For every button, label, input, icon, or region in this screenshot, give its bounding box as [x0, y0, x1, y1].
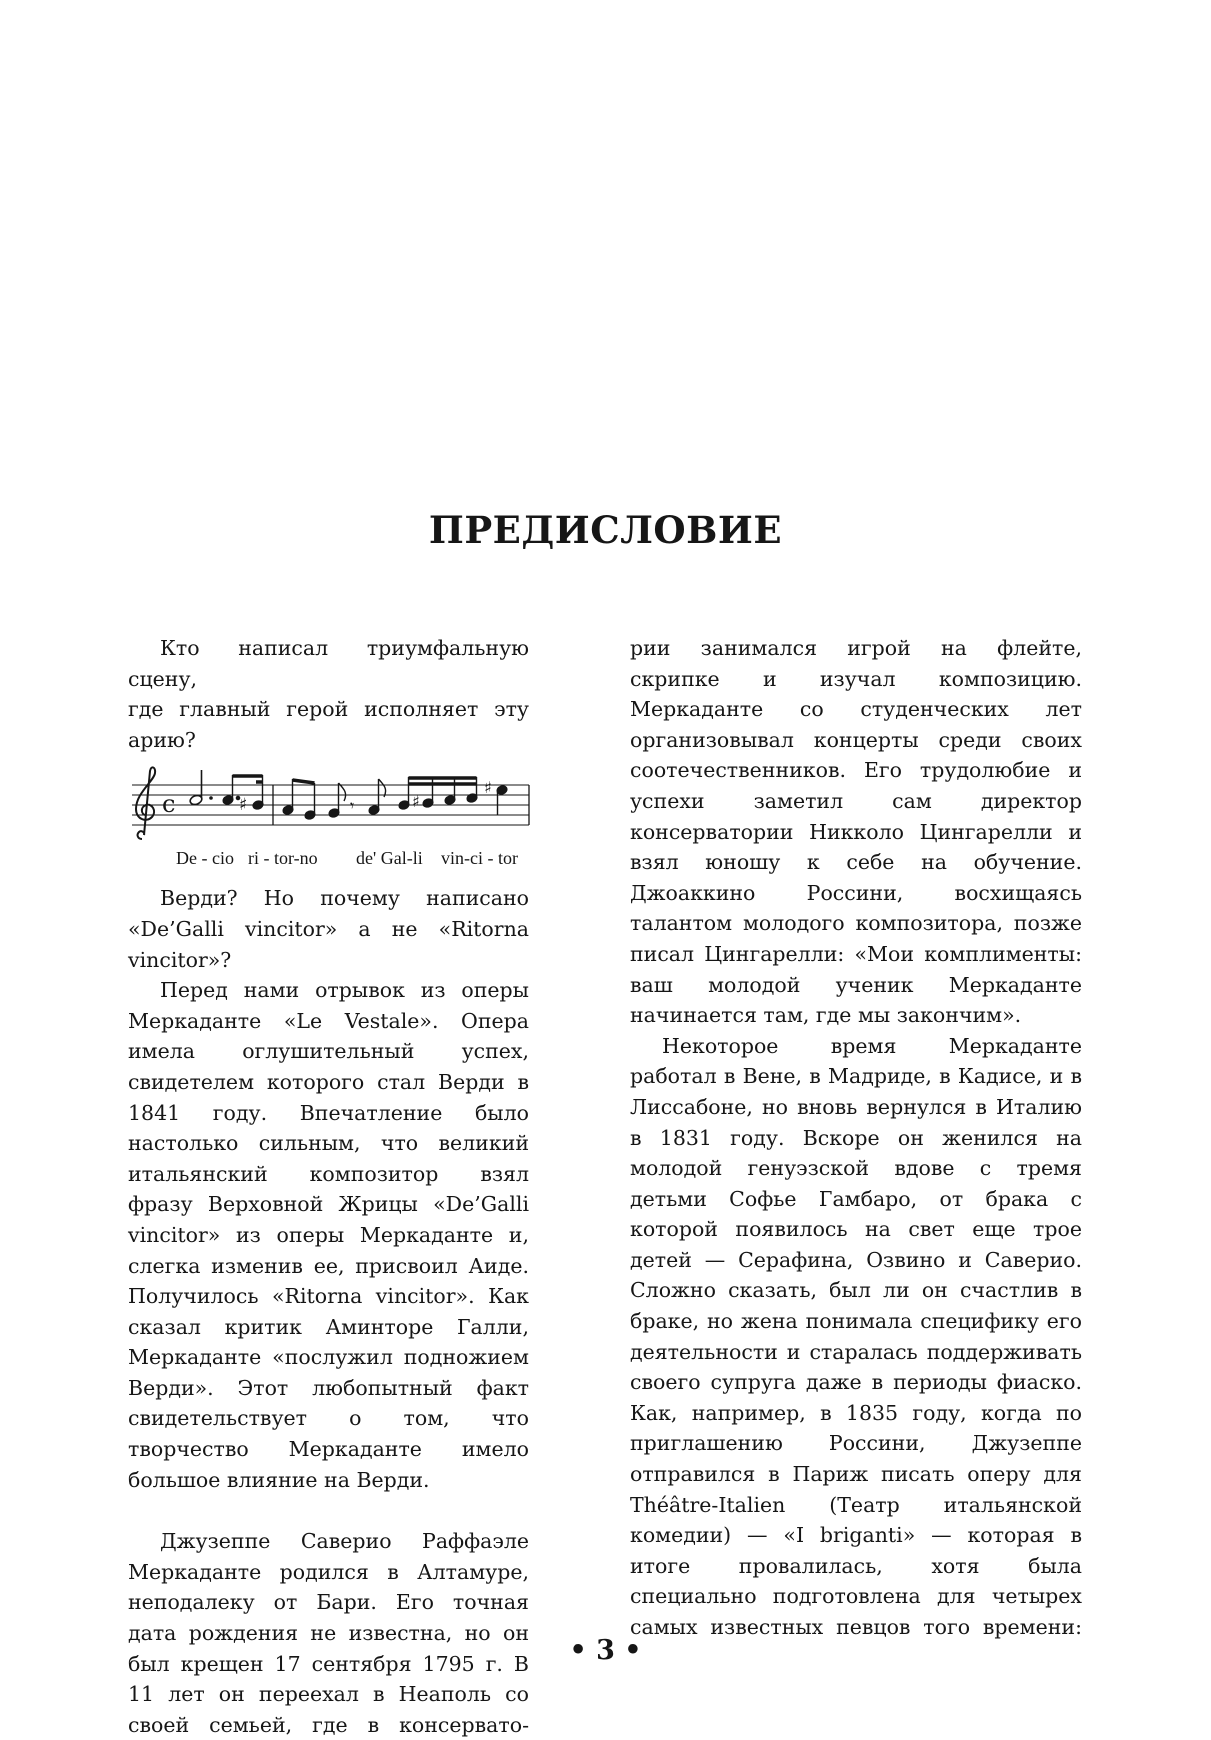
note-half — [189, 770, 203, 806]
svg-text:♯: ♯ — [412, 792, 420, 812]
paragraph-biography-start: Джузеппе Саверио Раффаэле Меркаданте родился в Алтамуре, неподалеку от Бари. Его точная дата рождения не известна, но он был крещен 17 сентября 1795 г. В 11 лет он переехал в Неаполь со своей семьей, где в консервато- — [128, 1529, 529, 1737]
paragraph-conservatory: рии занимался игрой на флейте, скрипке и изучал композицию. Меркаданте со студенческих лет организовывал концерты среди своих соотечественников. Его трудолюбие и успехи заметил сам директор консерватории Никколо Цингарелли и взял юношу к себе на обучение. Джоаккино Россини, восхищаясь талантом молодого композитора, позже писал Цингарелли: «Мои комплименты: ваш молодой ученик Меркаданте начинается там, где мы закончим». — [630, 636, 1082, 1028]
intro-line-2: где главный герой исполняет эту арию? — [128, 697, 529, 752]
page-title: ПРЕДИСЛОВИЕ — [428, 508, 783, 552]
paragraph-career: Некоторое время Меркаданте работал в Вене, в Мадриде, в Кадисе, и в Лиссабоне, но вновь вернулся в Италию в 1831 году. Вскоре он женился на молодой генуэзской вдове с тремя детьми Софье Гамбаро, от брака с которой появилось на свет еще трое детей — Серафина, Озвино и Саверио. Сложно сказать, был ли он счастлив в браке, но жена понимала специфику его деятельности и старалась поддерживать своего супруга даже в периоды фиаско. Как, например, в 1835 году, когда по приглашению Россини, Джузеппе отправился в Париж писать оперу для Théâtre-Italien (Театр итальянской комедии) — «I briganti» — которая в итоге провалилась, хотя была специально подготовлена для четырех самых известных певцов того времени: — [630, 1033, 1082, 1639]
lyric-3: de' Gal-li — [356, 848, 423, 869]
page-number: • 3 • — [569, 1635, 642, 1666]
lyric-1: De - cio — [176, 848, 234, 869]
svg-text:♯: ♯ — [239, 795, 248, 816]
staff-lines — [132, 785, 529, 825]
right-column — [630, 633, 1082, 1643]
intro-line-1: Кто написал триумфальную сцену, — [128, 636, 529, 691]
common-time-icon: c — [162, 790, 176, 819]
music-excerpt — [128, 765, 529, 883]
rest-icon: 𝄾 — [350, 796, 355, 816]
lyric-2: ri - tor-no — [248, 848, 318, 869]
treble-clef-icon — [136, 768, 155, 840]
svg-text:♯: ♯ — [484, 778, 492, 798]
paragraph-verdi-question: Верди? Но почему написано «De’Galli vincitor» а не «Ritorna vincitor»? — [128, 886, 529, 972]
lyric-4: vin-ci - tor — [441, 848, 518, 869]
music-staff-svg — [128, 765, 529, 845]
paragraph-le-vestale: Перед нами отрывок из оперы Меркаданте «Le Vestale». Опера имела оглушительный успех, свидетелем которого стал Верди в 1841 году. Впечатление было настолько сильным, что великий итальянский композитор взял фразу Верховной Жрицы «De’Galli vincitor» из оперы Меркаданте и, слегка изменив ее, присвоил Аиде. Получилось «Ritorna vincitor». Как сказал критик Аминторе Галли, Меркаданте «послужил подножием Верди». Этот любопытный факт свидетельствует о том, что творчество Меркаданте имело большое влияние на Верди. — [128, 978, 529, 1492]
left-column — [128, 633, 529, 1740]
note-group-3 — [368, 777, 508, 815]
